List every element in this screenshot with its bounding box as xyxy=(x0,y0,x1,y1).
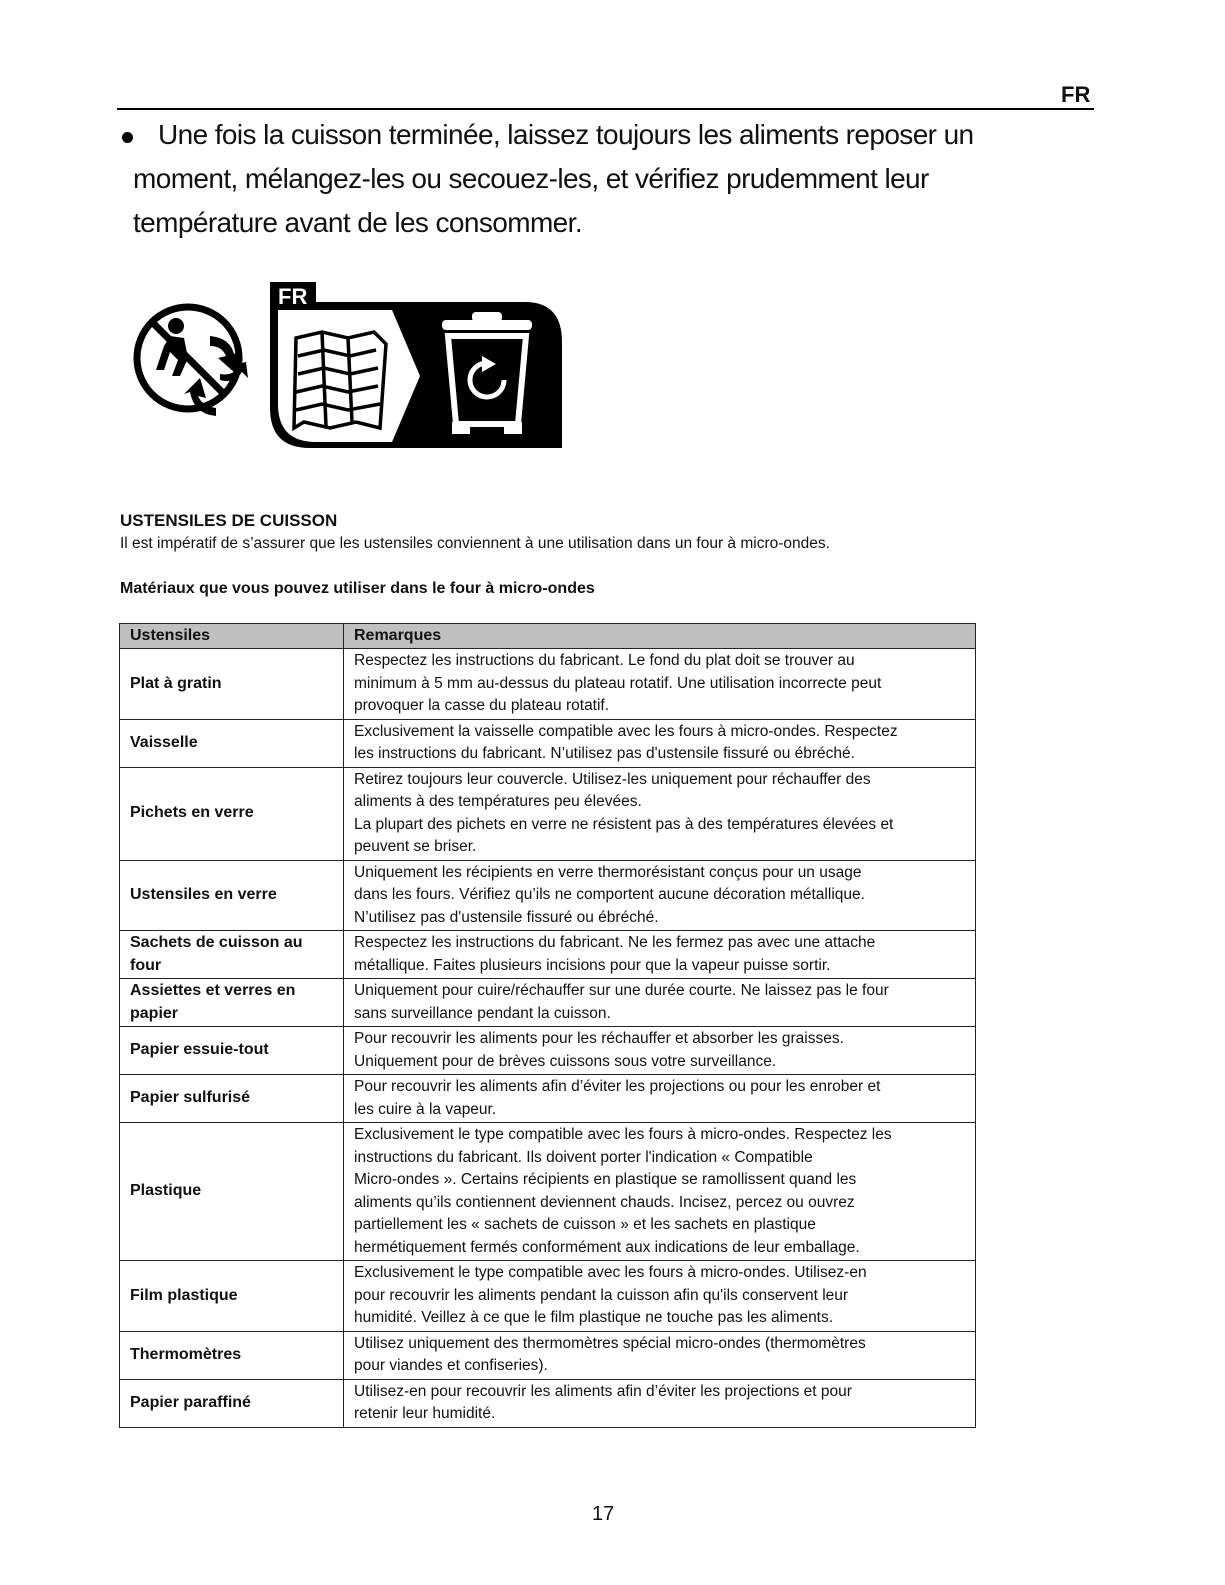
remarque-line: instructions du fabricant. Ils doivent porter l'indication « Compatible xyxy=(354,1148,813,1166)
table-row xyxy=(120,979,976,1027)
info-tri-panel xyxy=(270,282,562,448)
remarque-line: Exclusivement le type compatible avec les fours à micro-ondes. Utilisez-en xyxy=(354,1264,867,1281)
remarque-line: Pour recouvrir les aliments pour les réchauffer et absorber les graisses. xyxy=(354,1030,844,1047)
remarque-cell xyxy=(344,860,976,931)
remarque-line: dans les fours. Vérifiez qu’ils ne comportent aucune décoration métallique. xyxy=(354,886,865,903)
ustensile-cell: Papier sulfurisé xyxy=(120,1075,344,1123)
ustensile-cell: Plat à gratin xyxy=(120,649,344,720)
ustensile-cell: Thermomètres xyxy=(120,1331,344,1379)
remarque-line: Respectez les instructions du fabricant. Ne les fermez pas avec une attache xyxy=(354,934,876,951)
remarque-line: hermétiquement fermés conformément aux indications de leur emballage. xyxy=(354,1238,860,1256)
ustensile-cell: Sachets de cuisson au four xyxy=(120,931,344,979)
remarque-cell xyxy=(344,1261,976,1332)
column-header-remarques: Remarques xyxy=(344,624,976,649)
ustensile-cell: Plastique xyxy=(120,1123,344,1261)
table-row xyxy=(120,931,976,979)
remarque-cell xyxy=(344,1331,976,1379)
remarque-cell xyxy=(344,1075,976,1123)
remarque-line: N’utilisez pas d'ustensile fissuré ou ébréché. xyxy=(354,908,659,926)
remarque-line: métallique. Faites plusieurs incisions pour que la vapeur puisse sortir. xyxy=(354,956,831,974)
ustensile-cell: Papier essuie-tout xyxy=(120,1027,344,1075)
remarque-line: Uniquement les récipients en verre thermorésistant conçus pour un usage xyxy=(354,863,862,881)
ustensile-cell: Papier paraffiné xyxy=(120,1379,344,1427)
bullet-note xyxy=(118,113,1058,245)
remarque-line: aliments qu’ils contiennent deviennent chauds. Incisez, percez ou ouvrez xyxy=(354,1193,855,1211)
remarque-line: pour recouvrir les aliments pendant la cuisson afin qu'ils conservent leur xyxy=(354,1286,849,1304)
remarque-cell xyxy=(344,719,976,767)
remarque-line: Utilisez-en pour recouvrir les aliments afin d’éviter les projections et pour xyxy=(354,1382,852,1400)
remarque-line: les instructions du fabricant. N’utilisez pas d'ustensile fissuré ou ébréché. xyxy=(354,745,855,762)
remarque-line: Uniquement pour de brèves cuissons sous votre surveillance. xyxy=(354,1052,777,1070)
ustensile-cell: Ustensiles en verre xyxy=(120,860,344,931)
bullet-text: Une fois la cuisson terminée, laissez toujours les aliments reposer un moment, mélangez-les ou secouez-les, et vérifiez prudemment leur température avant de les consommer. xyxy=(133,119,974,238)
materials-table xyxy=(119,623,976,1428)
remarque-line: les cuire à la vapeur. xyxy=(354,1100,497,1118)
remarque-line: retenir leur humidité. xyxy=(354,1405,496,1422)
remarque-line: pour viandes et confiseries). xyxy=(354,1357,548,1374)
section-intro: Il est impératif de s’assurer que les ustensiles conviennent à une utilisation dans un four à micro-ondes. xyxy=(120,535,830,552)
remarque-line: Retirez toujours leur couvercle. Utilisez-les uniquement pour réchauffer des xyxy=(354,770,871,788)
remarque-cell xyxy=(344,767,976,860)
language-tag: FR xyxy=(1061,82,1091,107)
remarque-cell xyxy=(344,1027,976,1075)
table-row xyxy=(120,719,976,767)
table-row xyxy=(120,1027,976,1075)
ustensile-cell: Assiettes et verres en papier xyxy=(120,979,344,1027)
remarque-line: Exclusivement la vaisselle compatible avec les fours à micro-ondes. Respectez xyxy=(354,722,898,740)
remarque-line: Pour recouvrir les aliments afin d’éviter les projections ou pour les enrober et xyxy=(354,1078,881,1095)
remarque-line: Micro-ondes ». Certains récipients en plastique se ramollissent quand les xyxy=(354,1171,857,1188)
remarque-line: aliments à des températures peu élevées. xyxy=(354,793,642,810)
table-row xyxy=(120,1379,976,1427)
remarque-cell xyxy=(344,931,976,979)
ustensile-cell: Vaisselle xyxy=(120,719,344,767)
table-row xyxy=(120,1261,976,1332)
ustensile-cell: Pichets en verre xyxy=(120,767,344,860)
remarque-line: provoquer la casse du plateau rotatif. xyxy=(354,697,610,714)
table-row xyxy=(120,767,976,860)
table-row xyxy=(120,860,976,931)
bullet-dot-icon xyxy=(122,132,133,143)
page-number: 17 xyxy=(592,1503,615,1525)
table-row xyxy=(120,649,976,720)
triman-recycling-logo xyxy=(130,280,570,455)
remarque-line: Exclusivement le type compatible avec les fours à micro-ondes. Respectez les xyxy=(354,1126,892,1143)
remarque-line: minimum à 5 mm au-dessus du plateau rotatif. Une utilisation incorrecte peut xyxy=(354,674,882,692)
triman-badge-label: FR xyxy=(278,284,308,309)
remarque-line: humidité. Veillez à ce que le film plastique ne touche pas les aliments. xyxy=(354,1309,834,1326)
table-row xyxy=(120,1331,976,1379)
remarque-line: peuvent se briser. xyxy=(354,838,477,855)
remarque-line: sans surveillance pendant la cuisson. xyxy=(354,1004,611,1022)
column-header-ustensiles: Ustensiles xyxy=(120,624,344,649)
table-row xyxy=(120,1123,976,1261)
triman-icon xyxy=(137,307,248,416)
remarque-line: partiellement les « sachets de cuisson » et les sachets en plastique xyxy=(354,1216,816,1233)
remarque-line: La plupart des pichets en verre ne résistent pas à des températures élevées et xyxy=(354,815,894,833)
table-row xyxy=(120,1075,976,1123)
remarque-line: Utilisez uniquement des thermomètres spécial micro-ondes (thermomètres xyxy=(354,1334,866,1352)
remarque-cell xyxy=(344,1123,976,1261)
ustensile-cell: Film plastique xyxy=(120,1261,344,1332)
remarque-cell xyxy=(344,979,976,1027)
header-rule xyxy=(117,108,1094,110)
remarque-cell xyxy=(344,649,976,720)
remarque-cell xyxy=(344,1379,976,1427)
section-title: USTENSILES DE CUISSON xyxy=(120,511,338,530)
table-header-row xyxy=(120,624,976,649)
remarque-line: Respectez les instructions du fabricant. Le fond du plat doit se trouver au xyxy=(354,652,855,669)
subsection-title: Matériaux que vous pouvez utiliser dans le four à micro-ondes xyxy=(120,580,595,597)
remarque-line: Uniquement pour cuire/réchauffer sur une durée courte. Ne laissez pas le four xyxy=(354,982,889,999)
